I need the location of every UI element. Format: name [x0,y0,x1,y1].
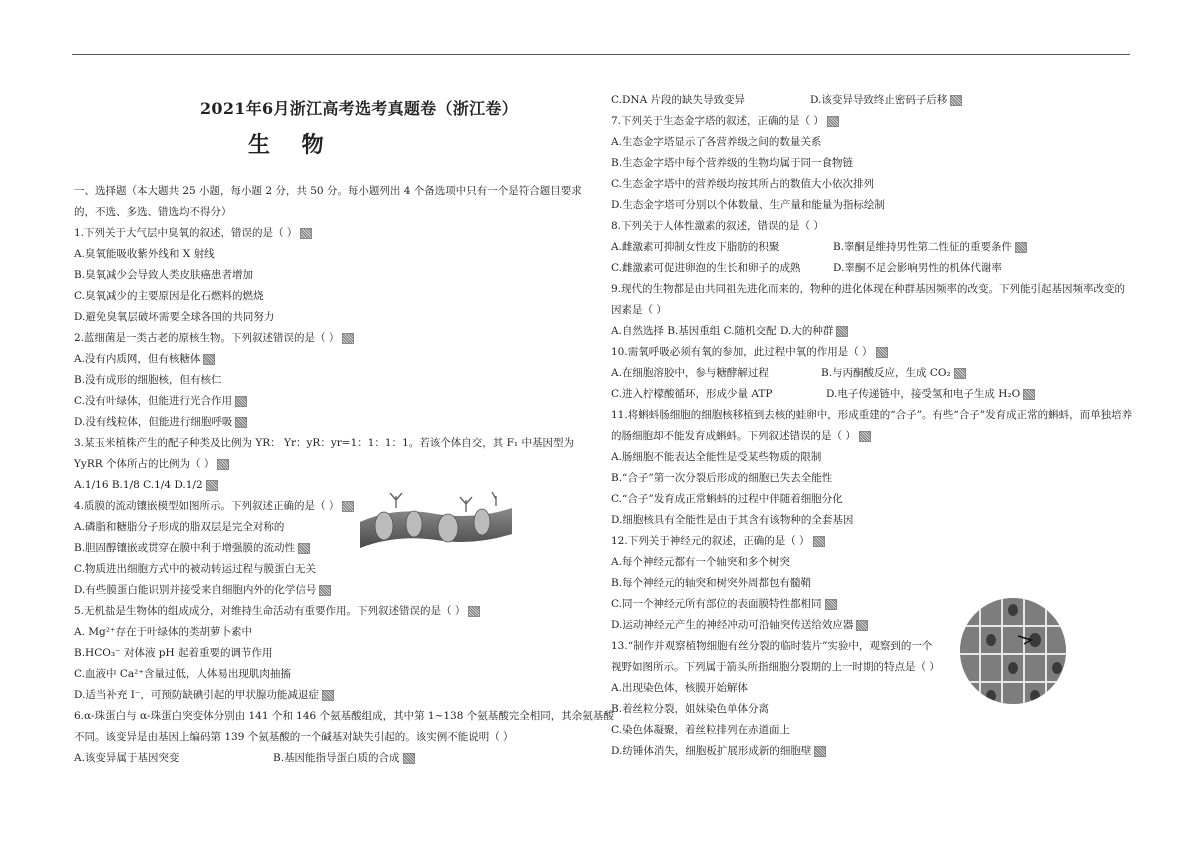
section-instructions: 一、选择题（本大题共 25 小题，每小题 2 分，共 50 分。每小题列出 4 个备选项中只有一个是符合题目要求 [74,185,582,197]
mark-icon [298,543,310,554]
header-rule [72,54,1130,55]
mark-icon [813,536,825,547]
q13-option-d: D.纺锤体消失，细胞板扩展形成新的细胞壁 [611,744,826,758]
q8-option-d: D.睾酮不足会影响男性的机体代谢率 [833,262,1002,274]
question-8: 8.下列关于人体性激素的叙述，错误的是（ ） [611,220,824,232]
q6-option-b: B.基因能指导蛋白质的合成 [273,751,415,765]
q4-option-d: D.有些膜蛋白能识别并接受来自细胞内外的化学信号 [74,583,331,597]
mark-icon [235,417,247,428]
q8-option-a: A.雌激素可抑制女性皮下脂肪的积聚 [611,241,780,253]
q12-option-a: A.每个神经元都有一个轴突和多个树突 [611,556,790,568]
mark-icon [825,599,837,610]
question-13: 13.“制作并观察植物细胞有丝分裂的临时装片”实验中，观察到的一个 [611,640,933,652]
question-4: 4.质膜的流动镶嵌模型如图所示。下列叙述正确的是（ ） [74,499,354,513]
q7-option-d: D.生态金字塔可分别以个体数量、生产量和能量为指标绘制 [611,199,885,211]
q3-options: A.1/16 B.1/8 C.1/4 D.1/2 [74,478,218,492]
mark-icon [206,480,218,491]
q2-option-d: D.没有线粒体，但能进行细胞呼吸 [74,415,247,429]
q1-option-d: D.避免臭氧层破坏需要全球各国的共同努力 [74,311,275,323]
q9-options: A.自然选择 B.基因重组 C.随机交配 D.大的种群 [611,324,848,338]
membrane-model-figure [356,488,516,558]
q1-option-a: A.臭氧能吸收紫外线和 X 射线 [74,248,215,260]
mark-icon [856,620,868,631]
mark-icon [1015,242,1027,253]
section-instructions-cont: 的，不选、多选、错选均不得分） [74,206,232,218]
exam-title: 2021年6月浙江高考选考真题卷（浙江卷） [200,99,518,118]
q12-option-d: D.运动神经元产生的神经冲动可沿轴突传送给效应器 [611,618,868,632]
q4-option-b: B.胆固醇镶嵌或贯穿在膜中利于增强膜的流动性 [74,541,310,555]
mark-icon [319,585,331,596]
mark-icon [217,459,229,470]
q5-option-d: D.适当补充 I⁻，可预防缺碘引起的甲状腺功能减退症 [74,688,334,702]
q11-option-b: B.“合子”第一次分裂后形成的细胞已失去全能性 [611,472,833,484]
q13-option-a: A.出现染色体，核膜开始解体 [611,682,748,694]
q5-option-b: B.HCO₃⁻ 对体液 pH 起着重要的调节作用 [74,647,273,659]
mark-icon [235,396,247,407]
mark-icon [403,753,415,764]
q5-option-a: A. Mg²⁺存在于叶绿体的类胡萝卜素中 [74,626,252,638]
q11-option-c: C.“合子”发育成正常蝌蚪的过程中伴随着细胞分化 [611,493,843,505]
mark-icon [827,116,839,127]
question-5: 5.无机盐是生物体的组成成分，对维持生命活动有重要作用。下列叙述错误的是（ ） [74,604,480,618]
question-11-cont: 的肠细胞却不能发育成蝌蚪。下列叙述错误的是（ ） [611,429,871,443]
question-6-cont: 不同。该变异是由基因上编码第 139 个氨基酸的一个碱基对缺失引起的。该实例不能说明（ ） [74,731,514,743]
q10-option-c: C.进入柠檬酸循环，形成少量 ATP [611,388,773,400]
mark-icon [836,326,848,337]
question-6: 6.α-珠蛋白与 α-珠蛋白突变体分别由 141 个和 146 个氨基酸组成，其中第 1~138 个氨基酸完全相同，其余氨基酸 [74,710,614,722]
mark-icon [876,347,888,358]
question-11: 11.将蝌蚪肠细胞的细胞核移植到去核的蛙卵中，形成重建的“合子”。有些“合子”发育成正常的蝌蚪，而单独培养 [611,409,1133,421]
mark-icon [468,606,480,617]
question-9-cont: 因素是（ ） [611,304,667,316]
q11-option-a: A.肠细胞不能表达全能性是受某些物质的限制 [611,451,822,463]
q13-option-b: B.着丝粒分裂，姐妹染色单体分离 [611,703,770,715]
question-2: 2.蓝细菌是一类古老的原核生物。下列叙述错误的是（ ） [74,331,354,345]
q1-option-b: B.臭氧减少会导致人类皮肤癌患者增加 [74,269,254,281]
q6-option-c: C.DNA 片段的缺失导致变异 [611,94,746,106]
question-7: 7.下列关于生态金字塔的叙述，正确的是（ ） [611,114,839,128]
q11-option-d: D.细胞核具有全能性是由于其含有该物种的全套基因 [611,514,854,526]
q2-option-c: C.没有叶绿体，但能进行光合作用 [74,394,247,408]
q10-option-b: B.与丙酮酸反应，生成 CO₂ [821,366,966,380]
question-12: 12.下列关于神经元的叙述，正确的是（ ） [611,534,825,548]
q12-option-c: C.同一个神经元所有部位的表面膜特性都相同 [611,597,837,611]
q2-option-b: B.没有成形的细胞核，但有核仁 [74,374,222,386]
mark-icon [322,690,334,701]
question-3-cont: YyRR 个体所占的比例为（ ） [74,457,229,471]
q12-option-b: B.每个神经元的轴突和树突外周都包有髓鞘 [611,577,812,589]
q10-option-a: A.在细胞溶胶中，参与糖酵解过程 [611,367,769,379]
mark-icon [950,95,962,106]
mark-icon [342,333,354,344]
q7-option-c: C.生态金字塔中的营养级均按其所占的数值大小依次排列 [611,178,874,190]
mark-icon [203,354,215,365]
q13-option-c: C.染色体凝聚，着丝粒排列在赤道面上 [611,724,790,736]
q2-option-a: A.没有内质网，但有核糖体 [74,352,215,366]
q1-option-c: C.臭氧减少的主要原因是化石燃料的燃烧 [74,290,264,302]
question-3: 3.某玉米植株产生的配子种类及比例为 YR： Yr：yR：yr=1：1：1：1。若该个体自交，其 F₁ 中基因型为 [74,437,574,449]
question-1: 1.下列关于大气层中臭氧的叙述，错误的是（ ） [74,226,312,240]
q6-option-a: A.该变异属于基因突变 [74,752,180,764]
question-9: 9.现代的生物都是由共同祖先进化而来的，物种的进化体现在种群基因频率的改变。下列能引起基因频率改变的 [611,283,1126,295]
q7-option-a: A.生态金字塔显示了各营养级之间的数量关系 [611,136,822,148]
mark-icon [1023,389,1035,400]
question-13-cont: 视野如图所示。下列属于箭头所指细胞分裂期的上一时期的特点是（ ） [611,661,940,673]
q4-option-c: C.物质进出细胞方式中的被动转运过程与膜蛋白无关 [74,563,316,575]
mark-icon [859,431,871,442]
q7-option-b: B.生态金字塔中每个营养级的生物均属于同一食物链 [611,157,854,169]
q8-option-c: C.雌激素可促进卵泡的生长和卵子的成熟 [611,262,801,274]
question-10: 10.需氧呼吸必须有氧的参加，此过程中氧的作用是（ ） [611,345,888,359]
q10-option-d: D.电子传递链中，接受氢和电子生成 H₂O [826,387,1035,401]
mark-icon [814,746,826,757]
mark-icon [954,368,966,379]
microscope-cells-figure [958,596,1068,706]
q4-option-a: A.磷脂和糖脂分子形成的脂双层是完全对称的 [74,521,285,533]
mark-icon [300,228,312,239]
q5-option-c: C.血液中 Ca²⁺含量过低，人体易出现肌肉抽搐 [74,668,291,680]
mark-icon [342,501,354,512]
subject-heading: 生 物 [248,132,336,158]
q8-option-b: B.睾酮是维持男性第二性征的重要条件 [833,240,1027,254]
q6-option-d: D.该变异导致终止密码子后移 [810,93,962,107]
